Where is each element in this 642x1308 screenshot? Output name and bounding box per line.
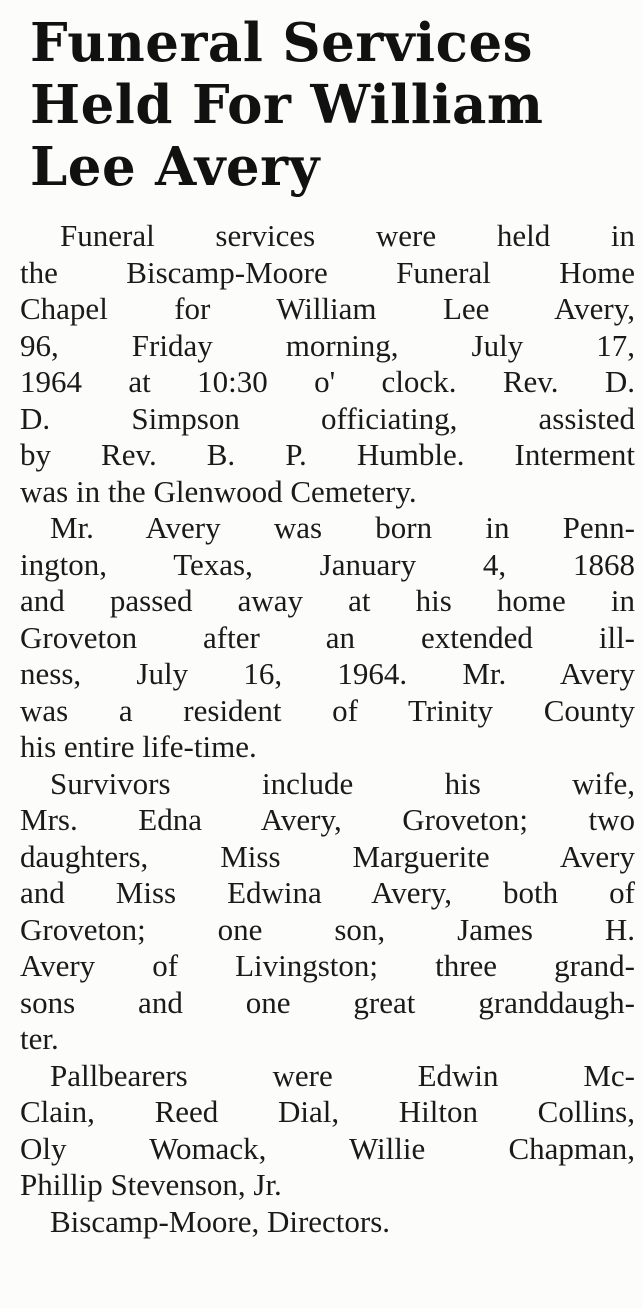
text-line: Survivors include his wife, (50, 765, 635, 801)
text-line: Biscamp-Moore, Directors. (50, 1203, 391, 1239)
text-line: was a resident of Trinity County (20, 692, 635, 728)
text-line: Groveton after an extended ill- (20, 619, 635, 655)
paragraph-biography (20, 510, 635, 766)
text-line: 96, Friday morning, July 17, (20, 327, 635, 363)
text-line: Chapel for William Lee Avery, (20, 291, 635, 326)
text-line: Mr. Avery was born in Penn- (50, 510, 635, 545)
text-line: Pallbearers were Edwin Mc- (50, 1057, 635, 1093)
text-line: Mrs. Edna Avery, Groveton; two (20, 802, 635, 837)
headline-line: Lee Avery (30, 136, 320, 198)
text-line: ter. (20, 1021, 59, 1056)
text-line: daughters, Miss Marguerite Avery (20, 838, 635, 874)
text-line: D. Simpson officiating, assisted (20, 400, 635, 436)
text-line: Clain, Reed Dial, Hilton Collins, (20, 1094, 635, 1129)
headline-line: Held For William (30, 74, 544, 136)
text-line: ington, Texas, January 4, 1868 (20, 546, 635, 582)
text-line: sons and one great granddaugh- (20, 984, 635, 1020)
text-line: ness, July 16, 1964. Mr. Avery (20, 656, 635, 691)
text-line: Phillip Stevenson, Jr. (20, 1167, 282, 1202)
text-line: and passed away at his home in (20, 583, 635, 618)
text-line: and Miss Edwina Avery, both of (20, 875, 635, 910)
paragraph-pallbearers (20, 1058, 635, 1204)
text-line: was in the Glenwood Cemetery. (20, 473, 417, 509)
paragraph-services (20, 218, 635, 510)
text-line: Oly Womack, Willie Chapman, (20, 1130, 635, 1166)
headline (30, 12, 630, 198)
headline-line: Funeral Services (30, 12, 534, 74)
text-line: his entire life-time. (20, 729, 257, 764)
text-line: 1964 at 10:30 o' clock. Rev. D. (20, 364, 635, 399)
text-line: Funeral services were held in (60, 218, 635, 253)
text-line: Avery of Livingston; three grand- (20, 948, 635, 983)
text-line: Groveton; one son, James H. (20, 911, 635, 947)
text-line: the Biscamp-Moore Funeral Home (20, 254, 635, 290)
paragraph-survivors (20, 766, 635, 1058)
text-line: by Rev. B. P. Humble. Interment (20, 437, 635, 472)
paragraph-directors (20, 1204, 635, 1241)
article-body (20, 218, 635, 1240)
